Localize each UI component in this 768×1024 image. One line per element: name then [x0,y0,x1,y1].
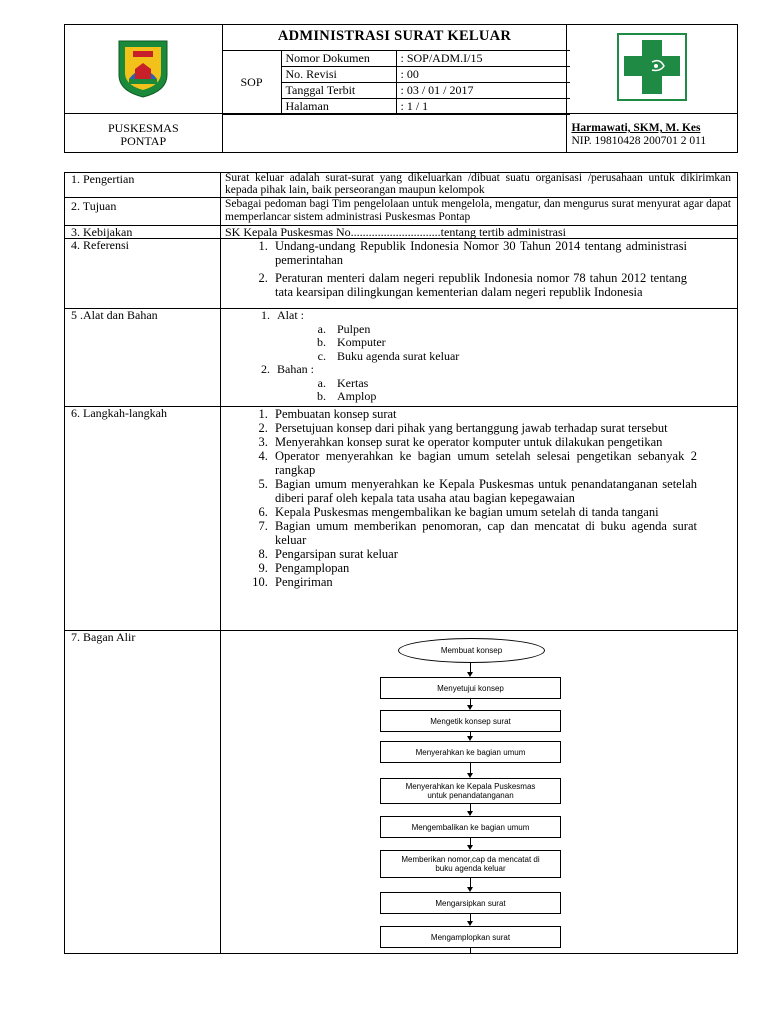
section-label: 7. Bagan Alir [65,631,221,954]
flow-node: Mengetik konsep surat [380,710,561,732]
empty-cell [222,114,567,153]
flow-node-start: Membuat konsep [398,638,545,663]
section-label: 5 .Alat dan Bahan [65,309,221,407]
list-item: 2. Peraturan menteri dalam negeri republik Indonesia nomor 78 tahun 2012 tentang tata kearsipan dilingkungan kementerian dalam negeri republik Indonesia [271,271,687,299]
langkah-cell [221,407,738,631]
right-logo-cell [567,25,738,114]
list-item: 9. Pengamplopan [271,561,697,575]
section-label: 1. Pengertian [65,173,221,198]
flow-connector [470,878,471,887]
flow-arrow [467,811,473,816]
tujuan-text: Sebagai pedoman bagi Tim pengelolaan untuk mengelola, mengatur, dan mengurus surat menyurat agar dapat memperlancar sistem administrasi Puskesmas Pontap [221,198,738,226]
meta-label: Tanggal Terbit [281,82,396,98]
flow-connector [470,948,471,953]
meta-value: : 1 / 1 [396,98,570,114]
flow-connector [470,663,471,672]
list-item: 2. Persetujuan konsep dari pihak yang bertanggung jawab terhadap surat tersebut [271,421,697,435]
list-item: 8. Pengarsipan surat keluar [271,547,697,561]
referensi-cell [221,239,738,309]
list-item: 1. Undang-undang Republik Indonesia Nomor 30 Tahun 2014 tentang administrasi pemerintahan [271,239,687,267]
organization-name: PUSKESMAS [107,121,179,135]
flow-connector [470,763,471,773]
alat-bahan-cell [221,309,738,407]
flow-arrow [467,736,473,741]
section-label: 2. Tujuan [65,198,221,226]
list-item: c. Buku agenda surat keluar [329,350,731,364]
meta-table [223,50,570,115]
flow-node: Menyerahkan ke bagian umum [380,741,561,763]
referensi-list [225,239,687,299]
meta-label: No. Revisi [281,66,396,82]
pengertian-text: Surat keluar adalah surat-surat yang dikeluarkan /dibuat suatu organisasi /perusahaan untuk dikirimkan kepada pihak lain, baik perseorangan maupun kelompok [221,173,738,198]
list-item: 4. Operator menyerahkan ke bagian umum setelah selesai pengetikan sebanyak 2 rangkap [271,449,697,477]
flow-arrow [467,705,473,710]
flow-arrow [467,921,473,926]
bahan-sublist [277,377,731,404]
list-item: 1. Pembuatan konsep surat [271,407,697,421]
langkah-list [225,407,697,589]
flow-arrow [467,672,473,677]
sop-header-table [64,24,738,153]
list-item: a. Pulpen [329,323,731,337]
section-label: 4. Referensi [65,239,221,309]
list-item: 5. Bagian umum menyerahkan ke Kepala Puskesmas untuk penandatanganan setelah diberi paraf oleh kepala tata usaha atau bagian kepegawaian [271,477,697,505]
alat-bahan-list [225,309,731,404]
organization-cell [65,114,223,153]
flow-arrow [467,887,473,892]
flow-node: Menyerahkan ke Kepala Puskesmas untuk penandatanganan [380,778,561,804]
list-item [273,363,731,404]
list-item: 10. Pengiriman [271,575,697,589]
alat-sublist [277,323,731,364]
flow-node: Mengembalikan ke bagian umum [380,816,561,838]
flow-node: Mengamplopkan surat [380,926,561,948]
alat-label: Alat : [277,308,304,322]
flow-connector [470,914,471,921]
signer-nip: NIP. 19810428 200701 2 011 [571,135,707,147]
list-item: b. Komputer [329,336,731,350]
bahan-label: Bahan : [277,362,314,376]
flow-node: Mengarsipkan surat [380,892,561,914]
flow-node: Menyetujui konsep [380,677,561,699]
flow-connector [470,804,471,811]
meta-value: : SOP/ADM.I/15 [396,50,570,66]
meta-value: : 00 [396,66,570,82]
flow-arrow [467,773,473,778]
flow-connector [470,838,471,845]
flowchart [221,631,737,953]
document-title: ADMINISTRASI SURAT KELUAR [277,28,512,44]
list-item: 7. Bagian umum memberikan penomoran, cap dan mencatat di buku agenda surat keluar [271,519,697,547]
signer-cell [567,114,738,153]
list-item: b. Amplop [329,390,731,404]
meta-label: Nomor Dokumen [281,50,396,66]
signer-name: Harmawati, SKM, M. Kes [571,122,701,134]
meta-value: : 03 / 01 / 2017 [396,82,570,98]
list-item: 6. Kepala Puskesmas mengembalikan ke bagian umum setelah di tanda tangani [271,505,697,519]
flow-node: Memberikan nomor,cap da mencatat di buku agenda keluar [380,850,561,878]
sop-body-table [64,172,738,954]
left-logo-cell [65,25,223,114]
flow-arrow [467,845,473,850]
section-label: 3. Kebijakan [65,226,221,239]
meta-label: Halaman [281,98,396,114]
organization-location: PONTAP [120,134,167,148]
puskesmas-cross-icon [616,32,688,102]
section-label: 6. Langkah-langkah [65,407,221,631]
list-item: a. Kertas [329,377,731,391]
title-cell [222,25,567,114]
kebijakan-text: SK Kepala Puskesmas No..............................tentang tertib administrasi [221,226,738,239]
sop-label: SOP [223,50,282,114]
list-item [273,309,731,363]
regional-emblem-icon [113,35,173,99]
flowchart-cell [221,631,738,954]
list-item: 3. Menyerahkan konsep surat ke operator komputer untuk dilakukan pengetikan [271,435,697,449]
